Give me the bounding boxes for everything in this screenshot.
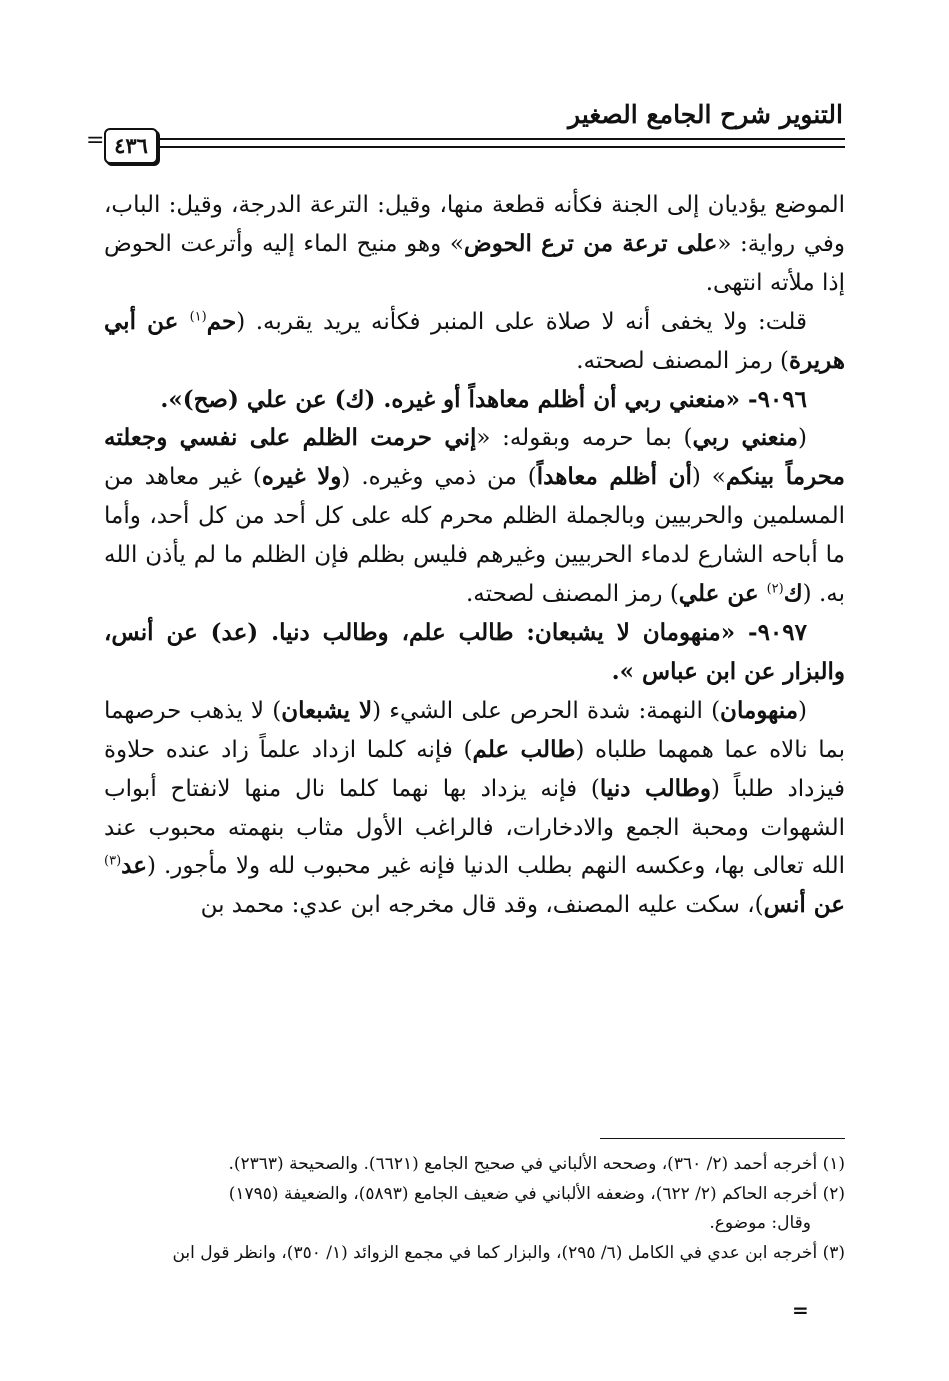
continuation-mark: = <box>86 128 105 153</box>
footnote-ref-1: (١) <box>189 309 207 325</box>
hadith-9097: ٩٠٩٧- «منهومان لا يشبعان: طالب علم، وطالب دنيا. (عد) عن أنس، والبزار عن ابن عباس ». <box>104 618 845 685</box>
footnote-1: (١) أخرجه أحمد (٢/ ٣٦٠)، وصححه الألباني في صحيح الجامع (٦٦٢١). والصحيحة (٢٣٦٣). <box>228 1154 845 1174</box>
header-rule-bottom <box>160 146 845 148</box>
footnote-ref-2: (٢) <box>766 581 784 597</box>
footnote-ref-3: (٣) <box>104 853 122 869</box>
paragraph-2: قلت: ولا يخفى أنه لا صلاة على المنبر فكأنه يريد يقربه. (حم$^{(١)}$ عن أبي هريرة) رمز المصنف لصحته. <box>104 307 845 374</box>
hadith-9096: ٩٠٩٦- «منعني ربي أن أظلم معاهداً أو غيره. (ك) عن علي (صح)». <box>160 385 807 413</box>
footnote-2: (٢) أخرجه الحاكم (٢/ ٦٢٢)، وضعفه الألباني في ضعيف الجامع (٥٨٩٣)، والضعيفة (١٧٩٥) <box>228 1183 845 1204</box>
paragraph-3: (منعني ربي) بما حرمه وبقوله: «إني حرمت الظلم على نفسي وجعلته محرماً بينكم» (أن أظلم معاهداً) من ذمي وغيره. (ولا غيره) غير معاهد من المسلمين والحربيين وبالجملة الظلم محرم كله على كل أحد من كل أحد، وأما ما أباحه الشارع لدماء الحربيين وغيرهم فليس بظلم فإن الظلم ما لم يأذن الله به. (ك$^{(٢)}$ عن علي) رمز المصنف لصحته. <box>104 424 845 608</box>
footnote-2-continuation: وقال: موضوع. <box>709 1213 811 1233</box>
paragraph-4: (منهومان) النهمة: شدة الحرص على الشيء (لا يشبعان) لا يذهب حرصهما بما نالاه عما همهما طلباه (طالب علم) فإنه كلما ازداد علماً زاد عنده حلاوة فيزداد طلباً (وطالب دنيا) فإنه يزداد بها نهما كلما نال منها لانفتاح أبواب الشهوات ومحبة الجمع والادخارات، فالراغب الأول مثاب بنهمته محبوب عند الله تعالى بها، وعكسه النهم بطلب الدنيا فإنه غير محبوب لله ولا مأجور. (عد$^{(٣)}$ عن أنس)، سكت عليه المصنف، وقد قال مخرجه ابن عدي: محمد بن <box>104 696 845 919</box>
footnote-continuation-mark: = <box>792 1298 809 1322</box>
main-text <box>104 186 845 925</box>
page-number: ٤٣٦ <box>104 128 158 164</box>
header-rule-top <box>160 138 845 140</box>
footnote-3: (٣) أخرجه ابن عدي في الكامل (٦/ ٢٩٥)، والبزار كما في مجمع الزوائد (١/ ٣٥٠)، وانظر قول ابن <box>172 1242 845 1263</box>
paragraph-1: الموضع يؤديان إلى الجنة فكأنه قطعة منها، وقيل: الترعة الدرجة، وقيل: الباب، وفي رواية: «على ترعة من ترع الحوض» وهو منيح الماء إليه وأترعت الحوض إذا ملأته انتهى. <box>104 192 846 296</box>
running-title: التنوير شرح الجامع الصغير <box>568 100 843 129</box>
footnote-separator <box>600 1138 845 1139</box>
footnotes <box>104 1150 845 1268</box>
